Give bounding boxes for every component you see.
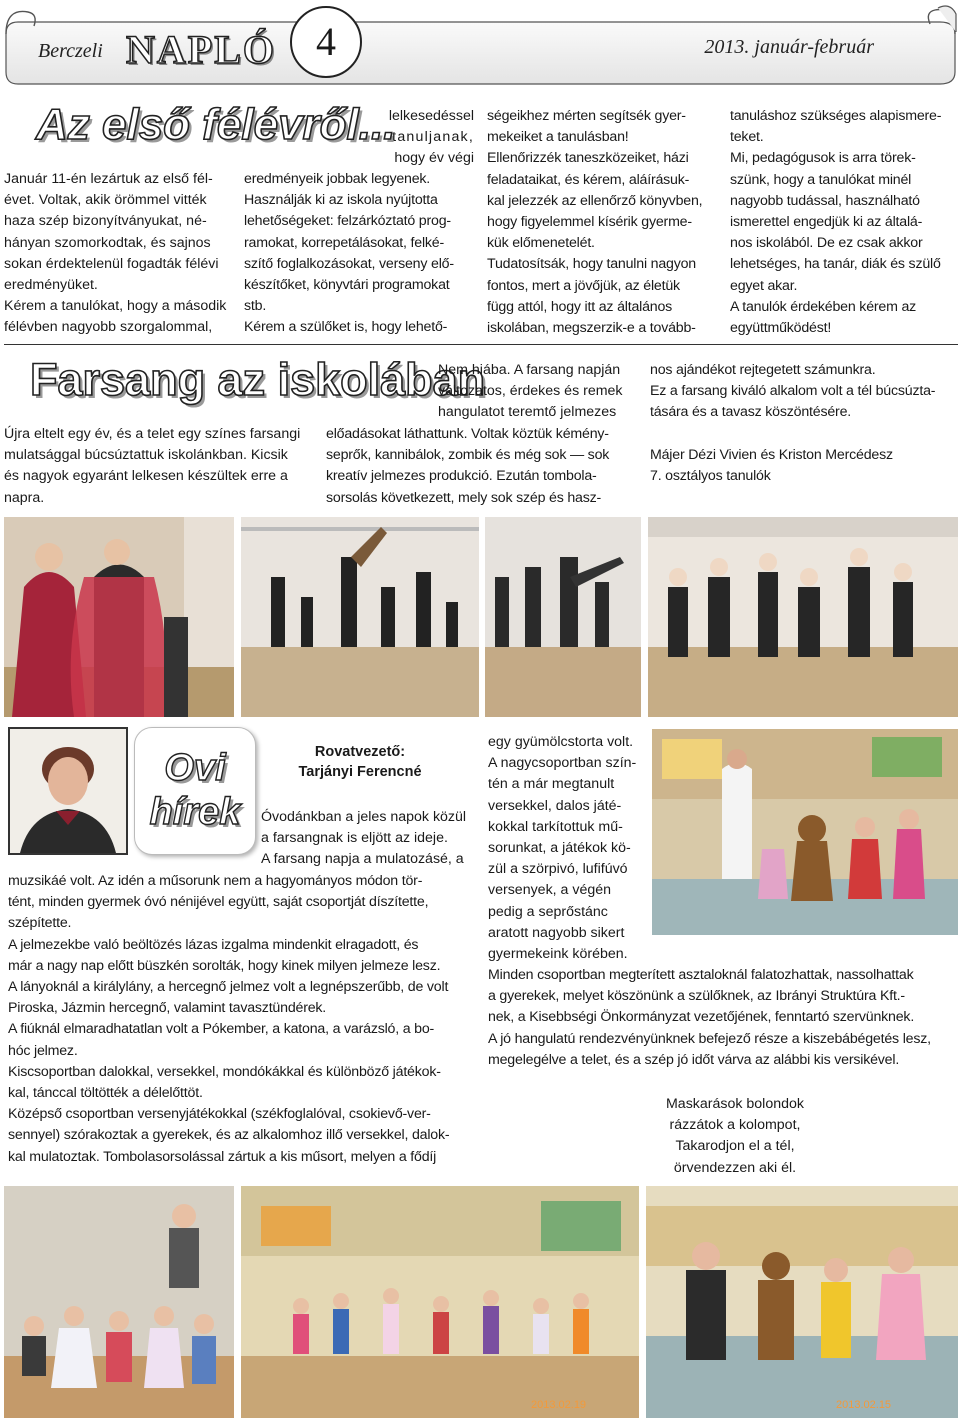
line: A nagycsoportban szín- [488,755,637,772]
line: változatos, érdekes és remek [438,383,623,400]
line: kal mulatoztak. Tombolasorsolással zártuk a kis műsort, melyen a fődíj [8,1148,437,1165]
line: sorsolás következett, mely sok szép és hasz- [326,489,602,506]
line: lelkesedéssel [388,108,474,124]
editor-label: Rovatvezető: [314,744,406,760]
line: A lányoknál a királylány, a hercegnő jelmez volt a legnépszerűbb, de volt [8,979,449,996]
line: egy gyümölcstorta volt. [488,734,634,750]
masthead [0,0,960,96]
line: eredményüket. [4,277,98,294]
photo-gym-stage [241,517,479,717]
article3-col2 [488,732,644,965]
line: Kérem a szülőket is, hogy lehető- [244,319,448,336]
photo-date-stamp: 2013.02.15 [836,1399,892,1411]
line: tén a már megtanult [488,776,615,793]
photo-zombie-costumes [485,517,641,717]
article3-title [134,746,256,834]
line: Január 11-én lezártuk az első fél- [4,171,213,187]
line: pedig a seprőstánc [488,903,608,920]
article1-col2 [244,169,474,339]
line: Kiscsoportban dalokkal, versekkel, mondókákkal és különböző játékok- [8,1063,441,1080]
page-number: 4 [290,6,362,78]
line: nos ajándékot rejtegetett számunkra. [650,362,876,378]
line: függ attól, hogy itt az általános [487,298,673,315]
line: seprők, kannibálok, zombik és még sok — sok [326,447,610,464]
line: feladataikat, és kérem, aláírásuk- [487,171,690,188]
article3-wide [488,965,956,1071]
article2-col2-top [438,360,634,424]
poem [620,1094,850,1179]
line: szünk, hogy a tanulókat minél [730,171,912,188]
line: Középső csoportban versenyjátékokkal (székfoglalóval, csokievő-ver- [8,1106,431,1123]
title-line: Ovi [164,747,226,789]
line: Mi, pedagógusok is arra törek- [730,150,916,167]
line: évet. Voltak, akik örömmel vitték [4,192,207,209]
line: ismerettel engedjük ki az általá- [730,214,923,231]
article1-col3 [487,106,715,339]
photo-costumed-children-group [648,517,958,717]
line: A fiúknál elmaradhatatlan volt a Pókember, a katona, a varázsló, a bo- [8,1021,435,1038]
poem-line: Takarodjon el a tél, [675,1138,795,1155]
line: nek, a Kisebbségi Önkormányzat vezetőjének, fenntartó szervünknek. [488,1009,915,1026]
line: hogy figyelemmel kísérik gyerme- [487,214,692,231]
line: hogy év végi [394,150,474,167]
line: stb. [244,298,267,315]
article1-col4 [730,106,958,339]
line: szépítette. [8,915,72,932]
line: Ellenőrizzék taneszközeiket, házi [487,150,689,167]
line: mekeiket a tanulásban! [487,129,629,146]
line: egyet akar. [730,277,798,294]
article2-title: Farsang az iskolában [30,354,486,405]
photo-kindergarten-dance [652,729,958,935]
line: nagyobb tudással, használható [730,192,920,209]
photo-carnival-royal-costumes [4,517,234,717]
line: szítő foglalkozásokat, verseny elő- [244,255,454,272]
brand-title: NAPLÓ [126,27,276,72]
line: Tudatosítsák, hogy tanulni nagyon [487,256,696,273]
line: iskolában, megszerzik-e a tovább- [487,320,696,337]
line: lehetőségeket: felzárkóztató prog- [244,213,451,230]
line: lehetséges, ha tanár, diák és szülő [730,256,941,273]
article3-intro [261,807,475,871]
line: mulatsággal búcsúztattuk iskolánkban. Kicsik [4,447,288,464]
editor-credit [262,742,458,782]
article2-col1 [4,424,312,509]
line: félévben nagyobb szorgalommal, [4,319,213,336]
portrait-photo [8,727,128,855]
line: kal, tánccal töltötték a délelőttöt. [8,1085,203,1102]
title-line: hírek [149,791,241,833]
poem-line: örvendezzen aki él. [673,1159,797,1176]
photo-kindergarten-group-1 [4,1186,234,1418]
line: ramokat, korrepetálásokat, felké- [244,234,444,251]
line: Piroska, Jázmin hercegnő, valamint tavasztündérek. [8,1000,327,1017]
photo-kindergarten-classroom [241,1186,639,1418]
line: A tanulók érdekében kérem az [730,298,917,315]
line: zül a szörpivó, lufifúvó [488,861,628,878]
line: sennyel) szórakoztak a gyerekek, és az alkalomhoz illő versekkel, dalok- [8,1127,450,1144]
line: kokkal tarkítottuk mű- [488,818,623,835]
line: ségeikhez mérten segítsék gyer- [487,108,686,124]
article2-col3 [650,360,958,487]
line: kal jelezzék az ellenőrző könyvben, [487,192,703,209]
line: A farsang napja a mulatozásé, a [261,851,464,868]
photo-date-stamp: 2013.02.19 [531,1399,587,1411]
line: muzsikáé volt. Az idén a műsorunk nem a hagyományos módon tör- [8,873,423,889]
line: tént, minden gyermek óvó nénijével együtt, saját csoportját díszítette, [8,894,429,911]
line: sorunkat, a játékok kö- [488,840,631,857]
line: Kérem a tanulókat, hogy a második [4,298,227,315]
line: Újra eltelt egy év, és a telet egy színes farsangi [4,426,301,442]
signature-line: Májer Dézi Vivien és Kriston Mercédesz [650,446,893,463]
editor-name: Tarjányi Ferencné [298,764,422,780]
line: a farsangnak is eljött az ideje. [261,830,448,847]
line: kreatív jelmezes produkció. Ezután tombola- [326,468,597,485]
line: nos iskolából. De ez csak akkor [730,235,923,252]
line: megelegélve a telet, és a szép jó időt várva az alábbi kis versikével. [488,1051,900,1068]
line: és nagyok egyaránt lelkesen készültek erre a [4,468,288,485]
line: készítőket, könyvtári programokat [244,277,450,294]
line: hóc jelmez. [8,1042,78,1059]
article1-col1 [4,169,232,339]
line: Minden csoportban megterített asztaloknál falatozhattak, nassolhattak [488,967,914,983]
signature-line: 7. osztályos tanulók [650,467,771,484]
line: hányan szomorkodtak, és sajnos [4,234,211,251]
line: már a nagy nap előtt büszkén sorolták, hogy kinek milyen jelmeze lesz. [8,957,441,974]
poem-line: Maskarások bolondok [665,1096,804,1112]
line: a gyerekek, melyet köszönünk a szülőknek, az Ibrányi Struktúra Kft.- [488,988,905,1005]
line: Használják ki az iskola nyújtotta [244,192,438,209]
article2-col2 [326,424,634,509]
photo-kindergarten-costumes [646,1186,958,1418]
article1-col2-top [382,106,474,170]
line: tanuljanak, [392,129,474,146]
article1-title: Az első félévről... [36,100,396,149]
poem-line: rázzátok a kolompot, [669,1117,801,1134]
line: aratott nagyobb sikert [488,924,625,941]
line: előadásokat láthattunk. Voltak köztük kémény- [326,426,609,442]
line: gyermekeink körében. [488,946,628,963]
section-divider [4,344,958,345]
line: Óvodánkban a jeles napok közül [261,809,467,825]
line: hangulatot teremtő jelmezes [438,404,617,421]
line: sokan érdektelenül fogadták félévi [4,255,219,272]
line: versekkel, dalos játé- [488,797,622,814]
line: kük előmenetelét. [487,235,595,252]
line: együttműködést! [730,320,832,337]
line: napra. [4,489,45,506]
brand-small: Berczeli [38,40,103,62]
line: teket. [730,129,764,146]
article3-body [8,871,476,1168]
line: A jó hangulatú rendezvényünknek befejező része a kiszebábégetés lesz, [488,1030,931,1047]
line: fontos, mert a jövőjük, az életük [487,277,680,294]
line: Nem hiába. A farsang napján [438,362,621,378]
issue-date: 2013. január-február [704,36,874,58]
line: tására és a tavasz köszöntésére. [650,404,852,421]
line: A jelmezekbe való beöltözés lázas izgalma mindenkit elragadott, és [8,936,419,953]
line: haza szép bizonyítványukat, né- [4,213,207,230]
line: eredményeik jobbak legyenek. [244,171,431,187]
line: Ez a farsang kiváló alkalom volt a tél búcsúzta- [650,383,936,400]
line: versenyek, a végén [488,882,612,899]
line: tanuláshoz szükséges alapismere- [730,108,942,124]
